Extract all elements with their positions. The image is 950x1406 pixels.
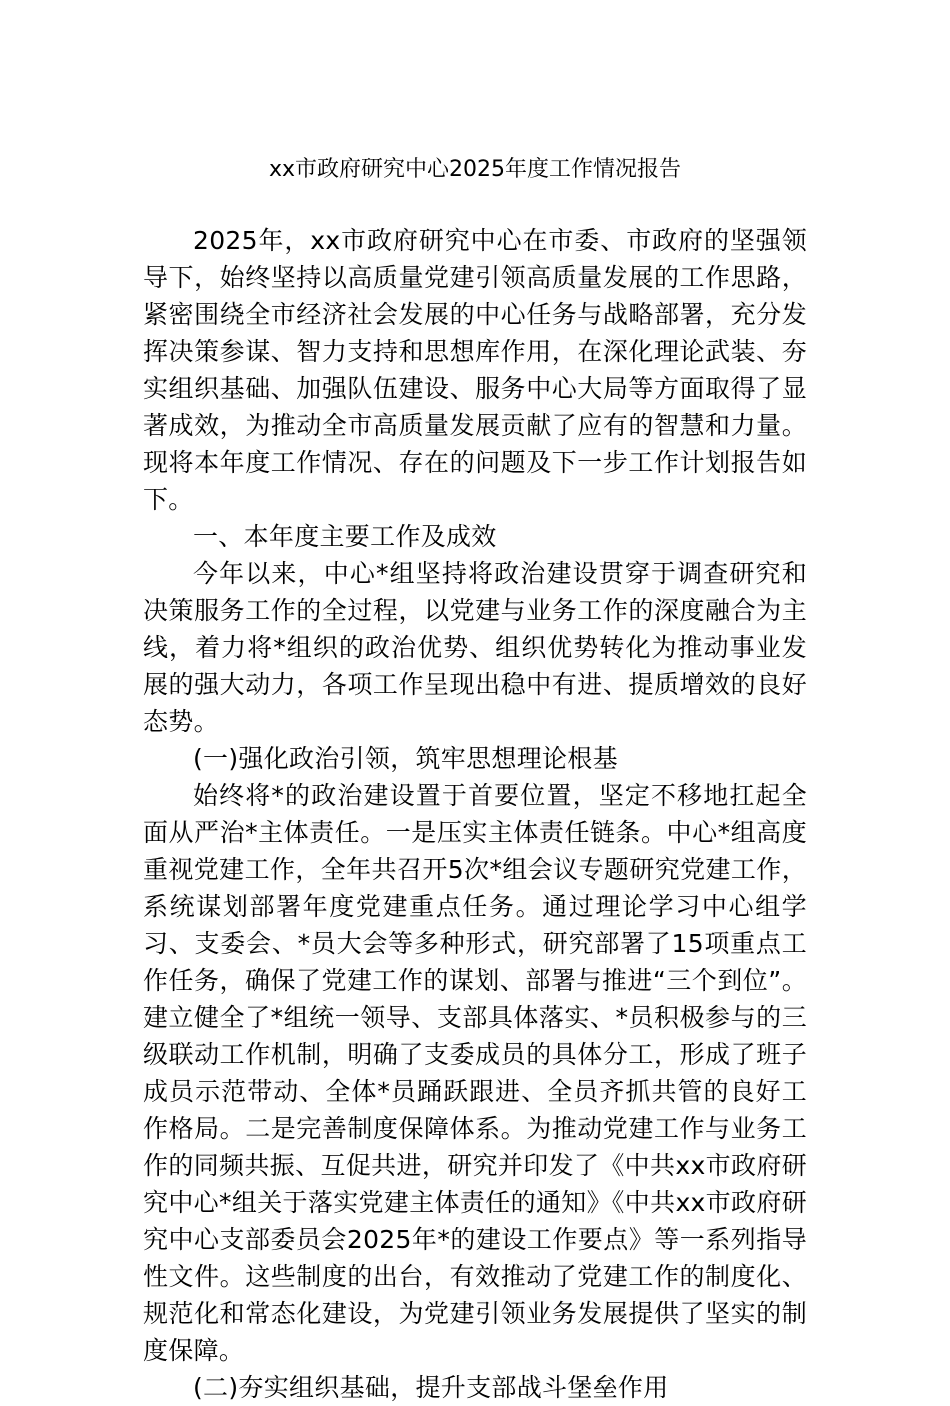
document-body (143, 222, 807, 1406)
subsection-1-paragraph: 始终将*的政治建设置于首要位置，坚定不移地扛起全面从严治*主体责任。一是压实主体责任链条。中心*组高度重视党建工作，全年共召开5次*组会议专题研究党建工作，系统谋划部署年度党建重点任务。通过理论学习中心组学习、支委会、*员大会等多种形式，研究部署了15项重点工作任务，确保了党建工作的谋划、部署与推进“三个到位”。建立健全了*组统一领导、支部具体落实、*员积极参与的三级联动工作机制，明确了支委成员的具体分工，形成了班子成员示范带动、全体*员踊跃跟进、全员齐抓共管的良好工作格局。二是完善制度保障体系。为推动党建工作与业务工作的同频共振、互促共进，研究并印发了《中共xx市政府研究中心*组关于落实党建主体责任的通知》《中共xx市政府研究中心支部委员会2025年*的建设工作要点》等一系列指导性文件。这些制度的出台，有效推动了党建工作的制度化、规范化和常态化建设，为党建引领业务发展提供了坚实的制度保障。 (143, 781, 807, 1365)
subsection-heading-2: (二)夯实组织基础，提升支部战斗堡垒作用 (193, 1373, 669, 1402)
document-title: xx市政府研究中心2025年度工作情况报告 (268, 157, 682, 182)
subsection-heading-1: (一)强化政治引领，筑牢思想理论根基 (193, 744, 618, 773)
section-1-paragraph: 今年以来，中心*组坚持将政治建设贯穿于调查研究和决策服务工作的全过程，以党建与业务工作的深度融合为主线，着力将*组织的政治优势、组织优势转化为推动事业发展的强大动力，各项工作呈现出稳中有进、提质增效的良好态势。 (143, 559, 807, 736)
section-heading-1: 一、本年度主要工作及成效 (193, 522, 497, 551)
intro-paragraph: 2025年，xx市政府研究中心在市委、市政府的坚强领导下，始终坚持以高质量党建引领高质量发展的工作思路，紧密围绕全市经济社会发展的中心任务与战略部署，充分发挥决策参谋、智力支持和思想库作用，在深化理论武装、夯实组织基础、加强队伍建设、服务中心大局等方面取得了显著成效，为推动全市高质量发展贡献了应有的智慧和力量。现将本年度工作情况、存在的问题及下一步工作计划报告如下。 (143, 226, 807, 514)
